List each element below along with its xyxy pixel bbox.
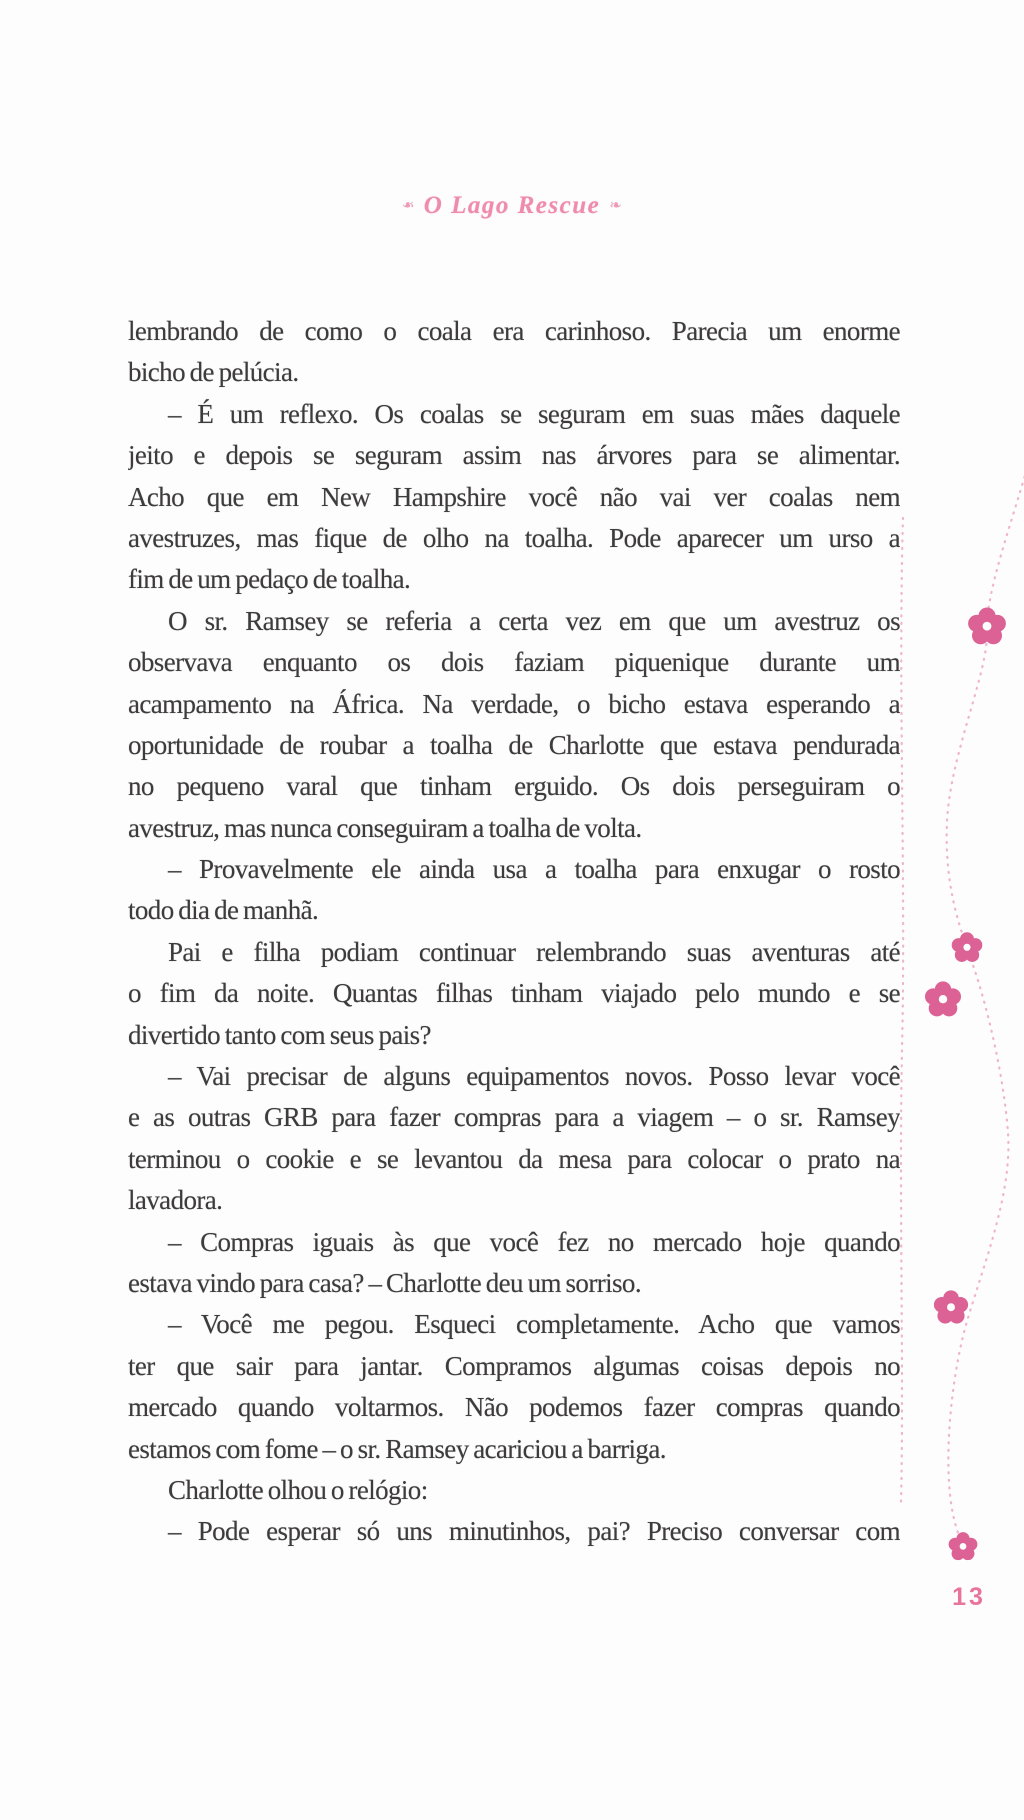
paragraph [128,1222,900,1305]
page-title: O Lago Rescue [423,192,601,219]
body-text [128,311,900,1553]
text-line: fim de um pedaço de toalha. [128,564,411,595]
text-line: lavadora. [128,1185,223,1216]
text-line: – Provavelmente ele ainda usa a toalha para enxugar o rosto [168,854,900,885]
dotted-edge-line [901,518,903,1505]
text-line: avestruzes, mas fique de olho na toalha. Pode aparecer um urso a [128,522,900,553]
flower-icon [966,606,1008,648]
text-line: todo dia de manhã. [128,895,319,926]
text-line: – Você me pegou. Esqueci completamente. Acho que vamos [168,1309,900,1340]
paragraph [128,601,900,849]
text-line: estava vindo para casa? – Charlotte deu um sorriso. [128,1267,641,1298]
flower-icon [947,1531,979,1563]
paragraph [128,394,900,601]
text-line: acampamento na África. Na verdade, o bicho estava esperando a [128,688,900,719]
paragraph [128,1056,900,1222]
text-line: Charlotte olhou o relógio: [168,1474,428,1505]
text-line: – É um reflexo. Os coalas se seguram em suas mães daquele [168,398,900,429]
text-line: Pai e filha podiam continuar relembrando suas aventuras até [168,936,900,967]
text-line: jeito e depois se seguram assim nas árvores para se alimentar. [128,440,900,471]
text-line: mercado quando voltarmos. Não podemos fazer compras quando [128,1392,900,1423]
paragraph [128,1511,900,1552]
flower-icon [923,980,963,1020]
text-line: e as outras GRB para fazer compras para a viagem – o sr. Ramsey [128,1102,900,1133]
text-line: observava enquanto os dois faziam piquenique durante um [128,647,900,678]
ornament-left-icon: ❧ [402,196,415,214]
text-line: lembrando de como o coala era carinhoso. Parecia um enorme [128,316,900,346]
text-line: avestruz, mas nunca conseguiram a toalha de volta. [128,812,642,843]
text-line: – Vai precisar de alguns equipamentos novos. Posso levar você [168,1061,900,1092]
text-line: no pequeno varal que tinham erguido. Os dois perseguiram o [128,771,900,802]
flower-icon [932,1289,970,1327]
text-line: terminou o cookie e se levantou da mesa para colocar o prato na [128,1143,900,1174]
text-line: oportunidade de roubar a toalha de Charlotte que estava pendurada [128,729,900,760]
paragraph [128,849,900,932]
text-line: O sr. Ramsey se referia a certa vez em que um avestruz os [168,605,900,636]
text-line: divertido tanto com seus pais? [128,1019,431,1050]
paragraph [128,1304,900,1470]
text-line: ter que sair para jantar. Compramos algumas coisas depois no [128,1350,900,1381]
text-line: bicho de pelúcia. [128,357,299,388]
ornament-right-icon: ❧ [609,196,622,214]
text-line: o fim da noite. Quantas filhas tinham viajado pelo mundo e se [128,978,900,1009]
page-header [0,192,1024,220]
paragraph [128,311,900,394]
text-line: – Pode esperar só uns minutinhos, pai? Preciso conversar com [168,1516,900,1547]
paragraph [128,1470,900,1511]
text-line: Acho que em New Hampshire você não vai ver coalas nem [128,481,900,512]
text-line: – Compras iguais às que você fez no mercado hoje quando [168,1226,900,1257]
paragraph [128,932,900,1056]
flower-icon [950,931,984,965]
text-line: estamos com fome – o sr. Ramsey acariciou a barriga. [128,1433,666,1464]
page-number: 13 [952,1583,986,1611]
